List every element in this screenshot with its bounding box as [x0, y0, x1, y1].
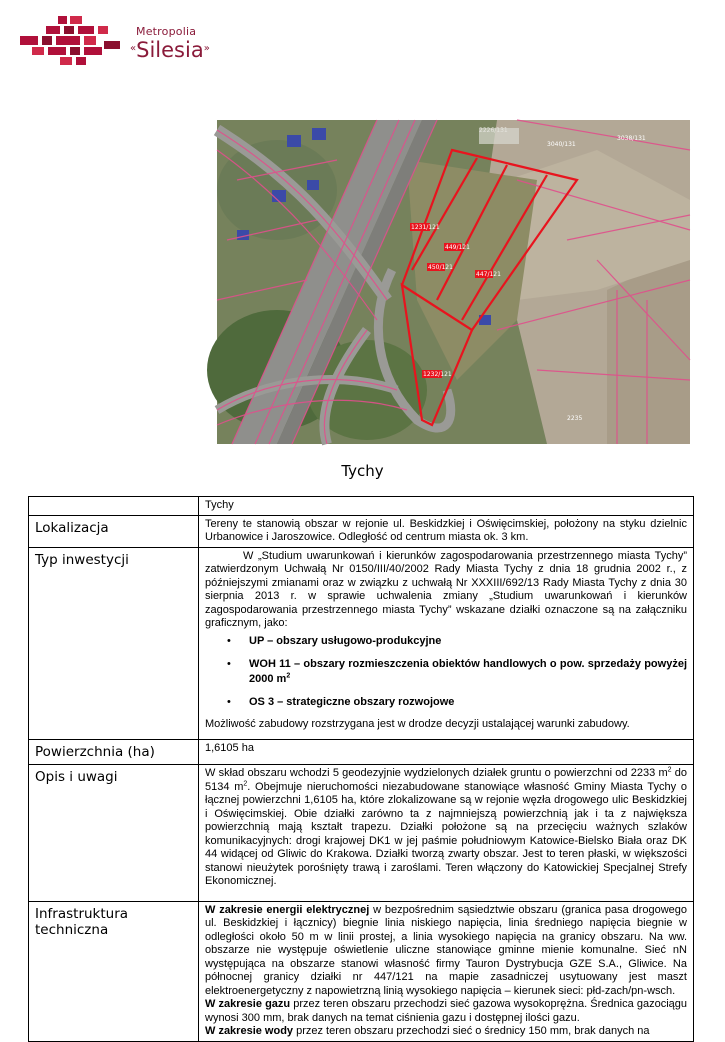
lokalizacja-label: Lokalizacja — [29, 515, 199, 547]
infrastruktura-value: W zakresie energii elektrycznej w bezpośrednim sąsiedztwie obszaru (granica pasa drogowego ul. Beskidzkiej i łącznicy) biegnie linia niskiego napięcia, linia średniego napięcia biegnie w odległości około 50 m w linii prostej, a linia wysokiego napięcia na granicy obszaru. Na ww. obszarze nie występuje oświetlenie uliczne stanowiące gminne mienie komunalne. Sieć nN występująca na obszarze stanowi własność firmy Tauron Dystrybucja GZE S.A., Gliwice. Na północnej granicy działki nr 447/121 na mapie zasadniczej usytuowany jest maszt elektroenergetyczny z napowietrzną linią wysokiego napięcia – kierunek sieci: płd-zach/pn-wsch. W zakresie gazu przez teren obszaru przechodzi sieć gazowa wysokoprężna. Średnica gazociągu wynosi 300 mm, brak danych na temat ciśnienia gazu i dostępnej ilości gazu. W zakresie wody przez teren obszaru przechodzi sieć o średnicy 150 mm, brak danych na — [199, 901, 694, 1041]
plot-label: 449/121 — [445, 244, 470, 251]
header-value: Tychy — [199, 497, 694, 516]
table-row — [29, 901, 694, 1041]
plot-label: 1231/121 — [411, 224, 440, 231]
powierzchnia-label: Powierzchnia (ha) — [29, 740, 199, 765]
table-row — [29, 515, 694, 547]
metropolia-silesia-logo — [18, 14, 208, 70]
table-row — [29, 740, 694, 765]
list-item: • WOH 11 – obszary rozmieszczenia obiektów handlowych o pow. sprzedaży powyżej 2000 $m^2$ — [227, 657, 687, 687]
logo-metropolia-text: Metropolia — [136, 25, 197, 38]
plot-label: 1232/121 — [423, 371, 452, 378]
list-item: • UP – obszary usługowo-produkcyjne — [227, 634, 687, 649]
typ-outro: Możliwość zabudowy rozstrzygana jest w drodze decyzji ustalającej warunki zabudowy. — [205, 717, 630, 730]
logo-silesia-text: «Silesia» — [130, 38, 210, 62]
table-row — [29, 497, 694, 516]
typ-intro: W „Studium uwarunkowań i kierunków zagospodarowania przestrzennego miasta Tychy” zatwierdzonym Uchwałą Nr 0150/III/40/2002 Rady Miasta Tychy z dnia 18 grudnia 2002 r., z późniejszymi zmianami oraz w związku z uchwałą Nr XXXIII/692/13 Rady Miasta Tychy z dnia 30 sierpnia 2013 r. w sprawie uchwalenia zmiany „Studium uwarunkowań i kierunków zagospodarowania przestrzennego miasta Tychy” wskazane działki oznaczone są na załączniku graficznym, jako: — [205, 549, 687, 629]
header-empty-cell — [29, 497, 199, 516]
table-row — [29, 547, 694, 740]
typ-bullets — [227, 634, 687, 710]
opis-value: W skład obszaru wchodzi 5 geodezyjnie wydzielonych działek gruntu o powierzchni od 2233 $m^2$ do 5134 $m^2$. Obejmuje nieruchomości niezabudowane stanowiące własność Gminy Miasta Tychy o łącznej powierzchni 1,6105 ha, które zlokalizowane są w rejonie węzła drogowego ulic Beskidzkiej i Oświęcimskiej. Obie działki zarówno ta z najmniejszą powierzchnią jak i ta z największa powierzchnią mają kształt trapezu. Działki położone są na przecięciu ważnych szlaków komunikacyjnych: drogi krajowej DK1 w jej paśmie południowym Katowice-Bielsko Biała oraz DK 44 widącej od Gliwic do Krakowa. Działki tworzą zwarty obszar. Jest to teren płaski, w większości stanowi nieużytek porośnięty trawą i zaroślami. Teren włączony do Katowickiej Specjalnej Strefy Ekonomicznej. — [199, 765, 694, 902]
logo-squares-icon — [18, 14, 128, 70]
lokalizacja-value: Tereny te stanowią obszar w rejonie ul. Beskidzkiej i Oświęcimskiej, położony na styku dzielnic Urbanowice i Jaroszowice. Odległość od centrum miasta ok. 3 km. — [199, 515, 694, 547]
powierzchnia-value: 1,6105 ha — [199, 740, 694, 765]
list-item: • OS 3 – strategiczne obszary rozwojowe — [227, 695, 687, 710]
plot-label: 3038/131 — [617, 135, 646, 142]
plot-label: 447/121 — [476, 271, 501, 278]
infrastruktura-label: Infrastruktura techniczna — [29, 901, 199, 1041]
plot-label: 3040/131 — [547, 141, 576, 148]
info-table — [28, 496, 694, 1042]
opis-label: Opis i uwagi — [29, 765, 199, 902]
plot-label: 2235 — [567, 415, 583, 422]
plot-label: 450/121 — [428, 264, 453, 271]
typ-inwestycji-label: Typ inwestycji — [29, 547, 199, 740]
cadastral-map-image — [217, 120, 690, 444]
page-title: Tychy — [341, 462, 384, 480]
table-row — [29, 765, 694, 902]
typ-inwestycji-value — [199, 547, 694, 740]
